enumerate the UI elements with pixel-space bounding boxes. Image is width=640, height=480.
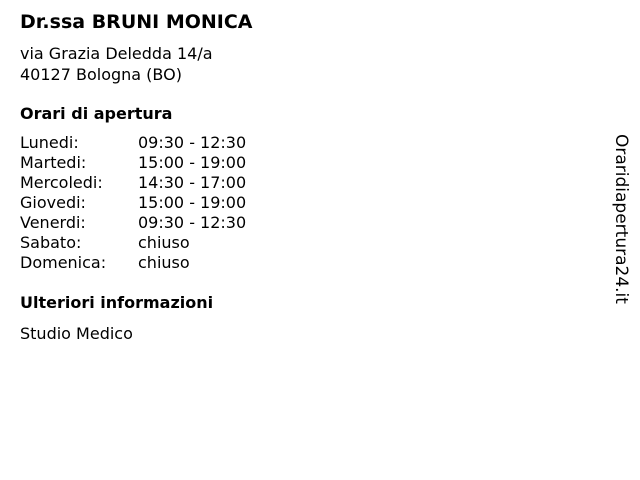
hours-day: Martedi:	[20, 153, 87, 172]
hours-day: Domenica:	[20, 253, 107, 272]
address-city: 40127 Bologna (BO)	[20, 65, 182, 84]
hours-row-saturday	[20, 233, 246, 253]
hours-row-monday	[20, 133, 246, 153]
hours-time: chiuso	[138, 233, 190, 252]
hours-time: 09:30 - 12:30	[138, 213, 247, 232]
hours-day: Giovedi:	[20, 193, 86, 212]
hours-row-sunday	[20, 253, 246, 273]
hours-time: 15:00 - 19:00	[138, 153, 247, 172]
hours-day: Sabato:	[20, 233, 82, 252]
hours-row-wednesday	[20, 173, 246, 193]
hours-day: Mercoledi:	[20, 173, 103, 192]
business-address	[20, 43, 213, 85]
hours-time: 15:00 - 19:00	[138, 193, 247, 212]
hours-day: Lunedi:	[20, 133, 79, 152]
hours-row-thursday	[20, 193, 246, 213]
address-street: via Grazia Deledda 14/a	[20, 44, 213, 63]
business-name: Dr.ssa BRUNI MONICA	[20, 11, 253, 33]
hours-time: 14:30 - 17:00	[138, 173, 247, 192]
opening-hours-heading: Orari di apertura	[20, 104, 173, 123]
additional-info-heading: Ulteriori informazioni	[20, 293, 214, 312]
hours-row-tuesday	[20, 153, 246, 173]
additional-info-text: Studio Medico	[20, 324, 133, 343]
hours-time: 09:30 - 12:30	[138, 133, 247, 152]
site-watermark: Oraridiapertura24.it	[611, 134, 631, 304]
opening-hours-table	[20, 133, 246, 273]
hours-day: Venerdi:	[20, 213, 86, 232]
hours-time: chiuso	[138, 253, 190, 272]
hours-row-friday	[20, 213, 246, 233]
